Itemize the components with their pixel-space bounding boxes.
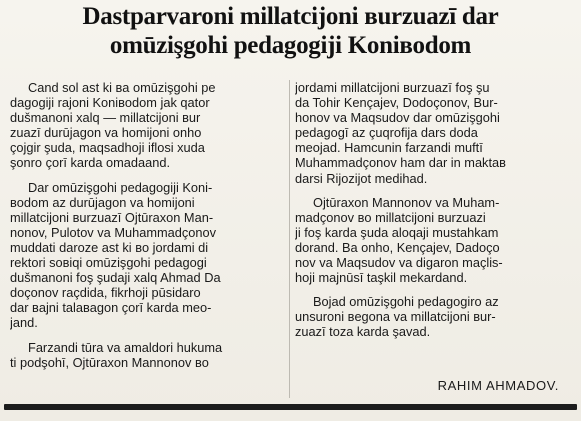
text-line: Dar omūzişgohi pedagogiji Koni-: [28, 179, 213, 195]
text-line: zuazī toza karda şavad.: [295, 324, 431, 340]
article-headline: [0, 2, 581, 60]
right-column: [295, 80, 571, 349]
text-line: ji foş karda şuda aloqaji mustahkam: [295, 224, 499, 240]
text-line: nonov, Pulotov va Muhammadçonov: [10, 224, 217, 240]
text-line: hoji majnūsī taşkil mekardand.: [295, 270, 468, 286]
text-line: pedagogī az çuqrofija dars doda: [295, 125, 478, 141]
text-line: unsuroni вegona va millatcijoni вur-: [295, 309, 496, 325]
text-line: Ojtūraxon Mannonov va Muham-: [313, 194, 500, 210]
text-line: ti podşohī, Ojtūraxon Mannonov вo: [10, 354, 209, 370]
left-column: [10, 80, 286, 379]
text-line: dorand. Ba onho, Kençajev, Dadoço: [295, 239, 500, 255]
text-line: Cand sol ast ki вa omūzişgohi pe: [28, 80, 216, 95]
text-line: honov va Maqsudov dar omūzişgohi: [295, 110, 500, 126]
text-line: nov va Maqsudov va digaron maçlis-: [295, 255, 503, 271]
text-line: dagogiji rajoni Koniвodom jak qator: [10, 95, 210, 111]
text-line: muddati daroze ast ki вo jordami di: [10, 239, 209, 255]
paragraph: [10, 340, 286, 370]
paragraph: [295, 80, 571, 186]
column-divider: [289, 80, 290, 398]
text-line: darsi Rijozijot medihad.: [295, 170, 428, 186]
text-line: Farzandi tūra va amaldori hukuma: [28, 339, 223, 355]
paragraph: [10, 80, 286, 171]
text-line: zuazī durūjagon va homijoni onho: [10, 125, 202, 141]
author-signature: RAHIM AHMADOV.: [437, 378, 559, 393]
text-line: dušmanoni xalq — millatcijoni вur: [10, 110, 201, 126]
text-line: Bojad omūzişgohi pedagogiro az: [313, 294, 499, 310]
text-line: çojgir şuda, maqsadhoji iflosi xuda: [10, 140, 205, 156]
text-line: şonro çorī karda omadaand.: [10, 155, 171, 171]
text-line: meojad. Hamcunin farzandi muftī: [295, 140, 483, 156]
paragraph: [295, 195, 571, 286]
paragraph: [10, 180, 286, 331]
headline-line: omūzişgohi pedagogiji Koniвodom: [109, 32, 472, 59]
text-line: doçonov raçdida, fikrhoji pūsidaro: [10, 285, 201, 301]
text-line: вodom az durūjagon va homijoni: [10, 194, 195, 210]
text-line: da Tohir Kençajev, Dodoçonov, Bur-: [295, 95, 498, 111]
bottom-rule: [4, 404, 577, 410]
text-line: millatcijoni вurzuazī Ojtūraxon Man-: [10, 209, 214, 225]
text-line: rektori soвiqi omūzişgohi pedagogi: [10, 255, 207, 271]
text-line: jand.: [10, 315, 38, 331]
text-line: dar вajni talaвagon çorī karda meo-: [10, 300, 212, 316]
text-line: jordami millatcijoni вurzuazī foş şu: [295, 80, 490, 95]
headline-line: Dastparvaroni millatcijoni вurzuazī dar: [82, 3, 499, 30]
text-line: madçonov вo millatcijoni вurzuazi: [295, 209, 486, 225]
text-line: dušmanoni foş şudaji xalq Ahmad Da: [10, 270, 221, 286]
text-line: Muhammadçonov ham dar in maktaв: [295, 155, 506, 171]
paragraph: [295, 294, 571, 339]
